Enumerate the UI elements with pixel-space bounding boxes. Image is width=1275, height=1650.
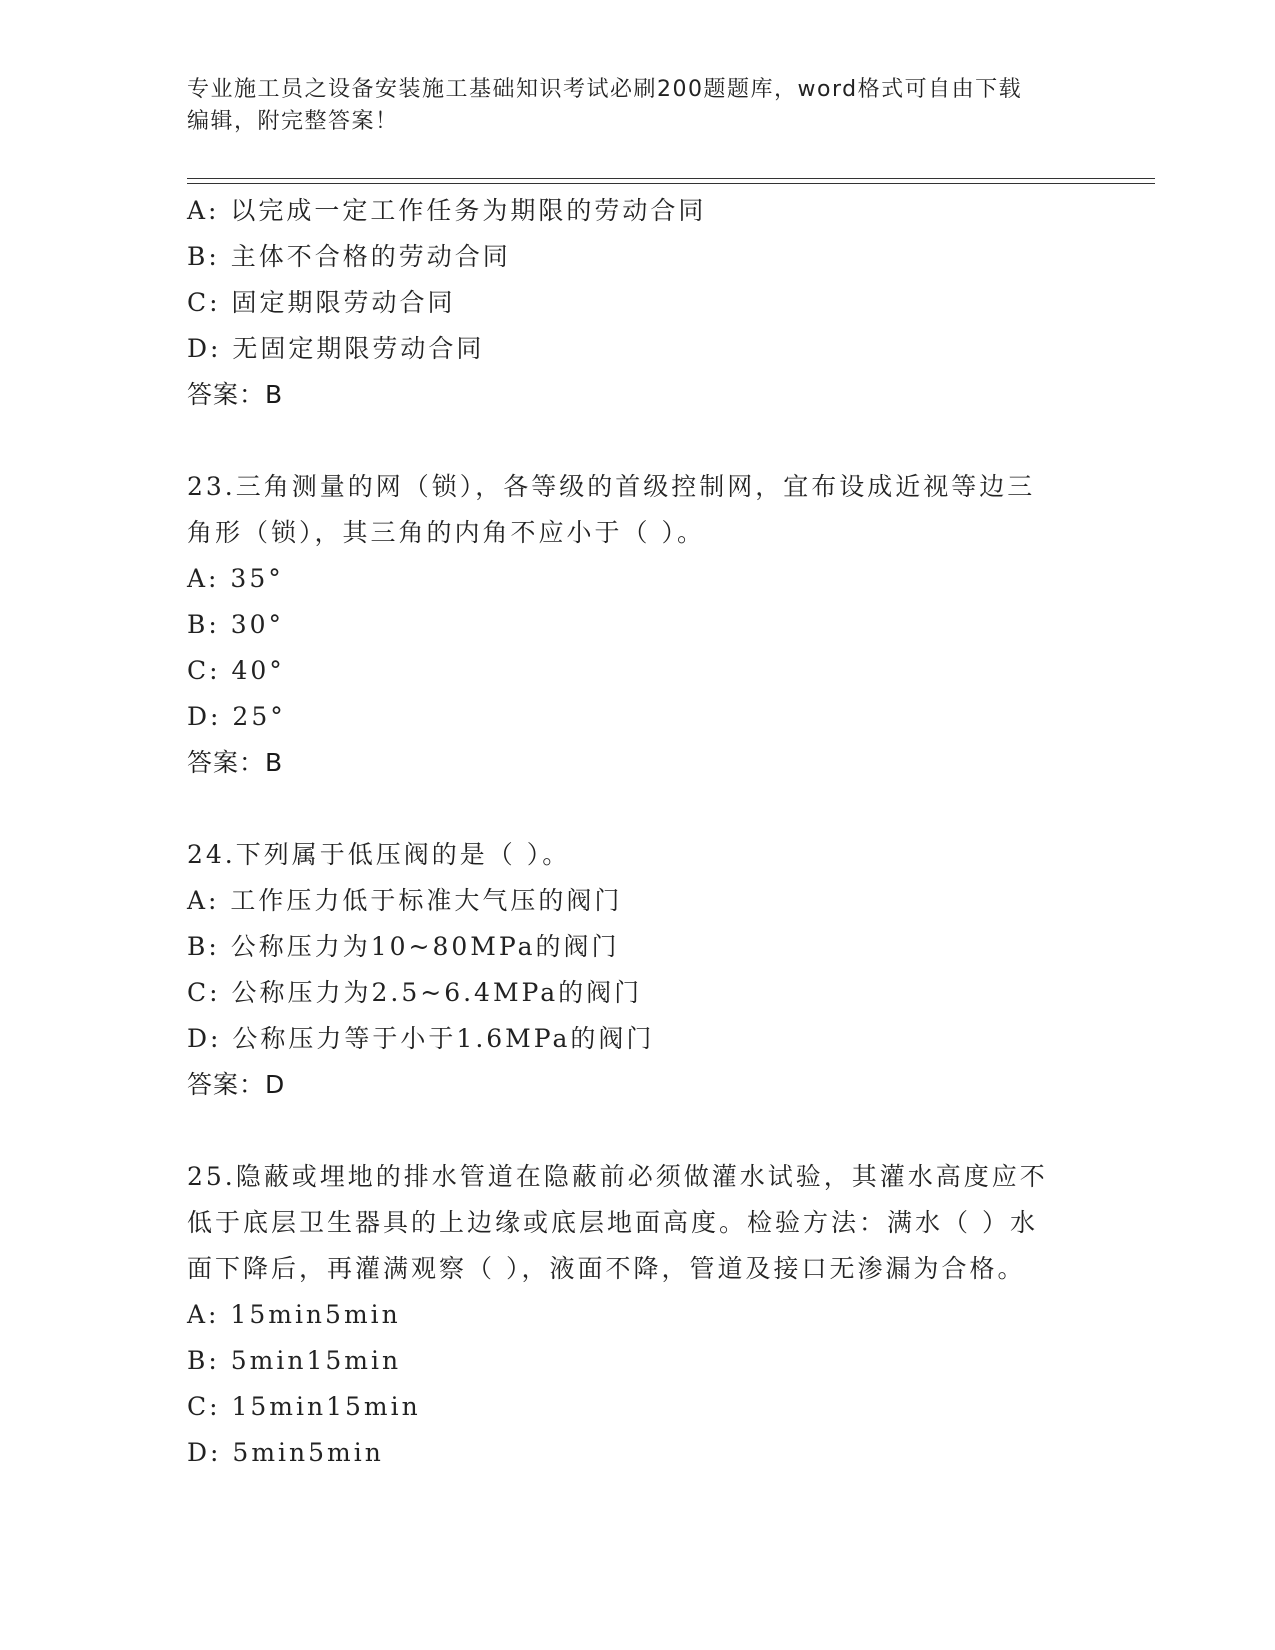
question-text-line-1: 24.下列属于低压阀的是（ ）。	[187, 840, 571, 869]
answer-line: 答案：B	[187, 380, 284, 409]
option-a: A: 以完成一定工作任务为期限的劳动合同	[187, 196, 707, 225]
spacer	[187, 418, 1087, 464]
option-d: D: 25°	[187, 702, 286, 731]
option-b: B: 30°	[187, 610, 285, 639]
document-header	[187, 74, 1067, 138]
header-title-line-1: 专业施工员之设备安装施工基础知识考试必刷200题题库，word格式可自由下载	[187, 77, 1023, 102]
spacer	[187, 786, 1087, 832]
question-23	[187, 464, 1087, 786]
option-d: D: 无固定期限劳动合同	[187, 334, 485, 363]
answer-line: 答案：D	[187, 1070, 286, 1099]
question-text-line-3: 面下降后，再灌满观察（ ），液面不降，管道及接口无渗漏为合格。	[187, 1254, 1026, 1283]
header-title-line-2: 编辑，附完整答案！	[187, 109, 399, 134]
question-text-line-2: 角形（锁），其三角的内角不应小于（ ）。	[187, 518, 705, 547]
answer-line: 答案：B	[187, 748, 284, 777]
question-text-line-2: 低于底层卫生器具的上边缘或底层地面高度。检验方法：满水（ ）水	[187, 1208, 1038, 1237]
option-c: C: 40°	[187, 656, 285, 685]
option-a: A: 15min5min	[187, 1300, 401, 1329]
option-d: D: 5min5min	[187, 1438, 384, 1467]
option-b: B: 5min15min	[187, 1346, 402, 1375]
header-divider-top	[187, 178, 1155, 179]
question-24	[187, 832, 1087, 1108]
option-b: B: 公称压力为10~80MPa的阀门	[187, 932, 620, 961]
question-text-line-1: 23.三角测量的网（锁），各等级的首级控制网，宜布设成近视等边三	[187, 472, 1036, 501]
option-d: D: 公称压力等于小于1.6MPa的阀门	[187, 1024, 655, 1053]
option-c: C: 公称压力为2.5~6.4MPa的阀门	[187, 978, 643, 1007]
option-a: A: 工作压力低于标准大气压的阀门	[187, 886, 623, 915]
question-25	[187, 1154, 1087, 1476]
option-a: A: 35°	[187, 564, 284, 593]
question-text-line-1: 25.隐蔽或埋地的排水管道在隐蔽前必须做灌水试验，其灌水高度应不	[187, 1162, 1048, 1191]
option-c: C: 15min15min	[187, 1392, 421, 1421]
option-c: C: 固定期限劳动合同	[187, 288, 456, 317]
spacer	[187, 1108, 1087, 1154]
option-b: B: 主体不合格的劳动合同	[187, 242, 511, 271]
question-22	[187, 188, 1087, 418]
header-divider-bottom	[187, 183, 1155, 184]
document-body	[187, 188, 1087, 1476]
